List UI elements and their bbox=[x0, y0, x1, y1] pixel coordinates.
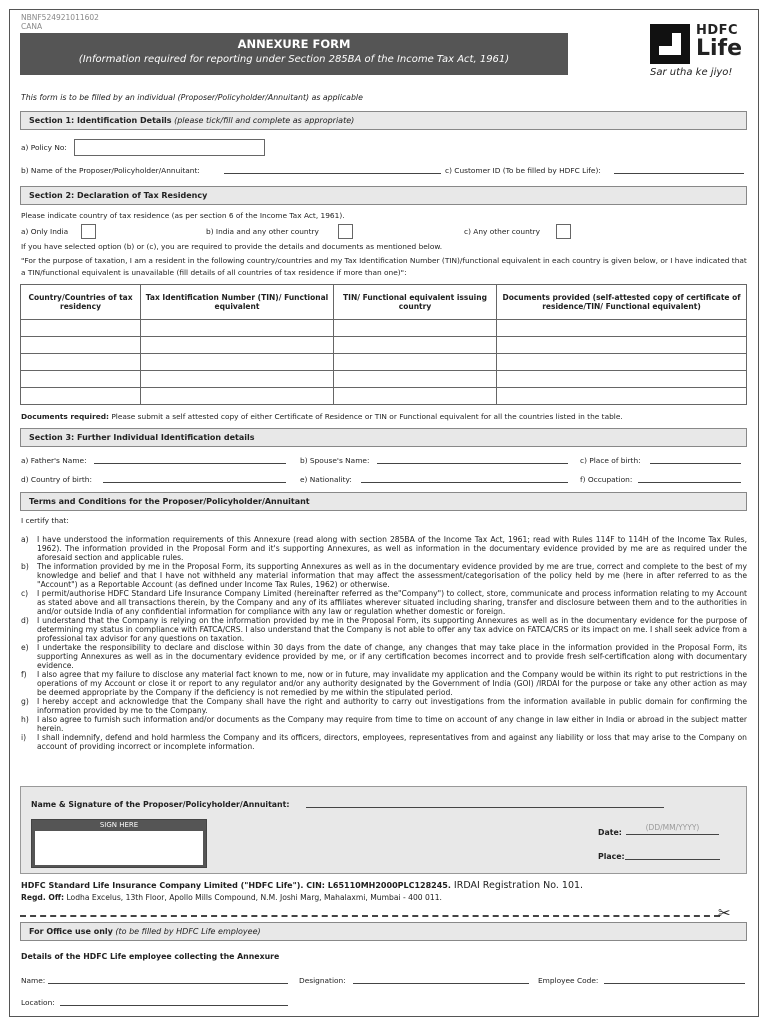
table-row bbox=[21, 371, 747, 388]
documents-required bbox=[21, 412, 623, 421]
nationality-label: e) Nationality: bbox=[300, 475, 352, 484]
page-subtitle: (Information required for reporting under Section 285BA of the Income Tax Act, 1961) bbox=[78, 54, 510, 65]
option-india-and-other-checkbox[interactable] bbox=[338, 224, 353, 239]
col-documents: Documents provided (self-attested copy of certificate of residence/TIN/ Functional equivalent) bbox=[497, 285, 747, 320]
table-row bbox=[21, 320, 747, 337]
table-cell[interactable] bbox=[497, 388, 747, 405]
list-item: d) I understand that the Company is relying on the information provided by me in the Proposal Form, its supporting Annexures as well as in the documentary evidence for the purpose of determining my status in compliance with FATCA/CRS. I also understand that the Company is not able to offer any tax advice on FATCA/CRS or its impact on me. I shall seek advice from a professional tax advisor for any questions on taxation. bbox=[21, 616, 747, 643]
spouse-name-label: b) Spouse's Name: bbox=[300, 456, 370, 465]
section1-note: (please tick/fill and complete as appropriate) bbox=[174, 116, 355, 125]
office-use-title: For Office use only bbox=[29, 927, 113, 936]
tax-residence-instruction: Please indicate country of tax residence (as per section 6 of the Income Tax Act, 1961). bbox=[21, 211, 345, 220]
place-of-birth-label: c) Place of birth: bbox=[580, 456, 641, 465]
table-cell[interactable] bbox=[21, 337, 141, 354]
table-cell[interactable] bbox=[141, 337, 334, 354]
signature-area[interactable] bbox=[35, 831, 203, 865]
table-cell[interactable] bbox=[21, 354, 141, 371]
terms-title: Terms and Conditions for the Proposer/Policyholder/Annuitant bbox=[29, 497, 310, 506]
table-cell[interactable] bbox=[141, 388, 334, 405]
logo-word: Life bbox=[696, 36, 743, 61]
proposer-name-field[interactable] bbox=[224, 165, 441, 174]
selection-note: If you have selected option (b) or (c), you are required to provide the details and documents as mentioned below. bbox=[21, 242, 443, 251]
table-cell[interactable] bbox=[334, 354, 497, 371]
option-only-india-checkbox[interactable] bbox=[81, 224, 96, 239]
scissors-icon: ✂ bbox=[718, 904, 731, 922]
irdai-registration: IRDAI Registration No. 101. bbox=[450, 880, 584, 891]
table-cell[interactable] bbox=[141, 354, 334, 371]
occupation-field[interactable] bbox=[638, 474, 741, 483]
table-row bbox=[21, 354, 747, 371]
place-of-birth-field[interactable] bbox=[650, 455, 741, 464]
list-item: g) I hereby accept and acknowledge that the Company shall have the right and authority to carry out investigations from the information available in public domain for confirming the information provided by me to the Company. bbox=[21, 697, 747, 715]
form-reference bbox=[21, 13, 99, 31]
intro-text: This form is to be filled by an individual (Proposer/Policyholder/Annuitant) as applicable bbox=[21, 93, 363, 102]
company-info bbox=[21, 880, 583, 891]
signature-label: Name & Signature of the Proposer/Policyholder/Annuitant: bbox=[31, 800, 290, 809]
customer-id-field[interactable] bbox=[614, 165, 744, 174]
table-cell[interactable] bbox=[497, 320, 747, 337]
option-only-india-label: a) Only India bbox=[21, 227, 69, 236]
father-name-field[interactable] bbox=[94, 455, 286, 464]
location-label: Location: bbox=[21, 998, 55, 1007]
employee-name-field[interactable] bbox=[48, 975, 288, 984]
section1-header bbox=[20, 111, 747, 130]
proposer-name-label: b) Name of the Proposer/Policyholder/Annuitant: bbox=[21, 166, 200, 175]
terms-list bbox=[21, 535, 747, 751]
table-cell[interactable] bbox=[141, 320, 334, 337]
option-other-country-checkbox[interactable] bbox=[556, 224, 571, 239]
list-item: i) I shall indemnify, defend and hold harmless the Company and its officers, directors, employees, representatives from and against any liability or loss that may arise to the Company on account of providing incorrect or incomplete information. bbox=[21, 733, 747, 751]
section2-title: Section 2: Declaration of Tax Residency bbox=[29, 191, 208, 200]
cut-line bbox=[20, 915, 720, 917]
place-field[interactable] bbox=[625, 851, 720, 860]
registered-office bbox=[21, 893, 442, 902]
col-country: Country/Countries of tax residency bbox=[21, 285, 141, 320]
list-item: f) I also agree that my failure to disclose any material fact known to me, now or in future, may invalidate my application and the Company would be within its right to put restrictions in the operations of my Account or close it or report to any regulator and/or any authority designated by the Government of India (GOI) /IRDAI for the purpose or take any other action as may be deemed appropriate by the Company if the deficiency is not remedied by me within the stipulated period. bbox=[21, 670, 747, 697]
company-name: HDFC Standard Life Insurance Company Limited ("HDFC Life"). CIN: L65110MH2000PLC128245. bbox=[21, 881, 451, 890]
section3-header bbox=[20, 428, 747, 447]
nationality-field[interactable] bbox=[361, 474, 568, 483]
sign-here-label: SIGN HERE bbox=[99, 821, 139, 829]
table-header-row bbox=[21, 285, 747, 320]
list-item: h) I also agree to furnish such information and/or documents as the Company may require from time to time on account of any change in law either in India or abroad in the subject matter herein. bbox=[21, 715, 747, 733]
list-item: b) The information provided by me in the Proposal Form, its supporting Annexures as well as in the documentary evidence provided by me are true, correct and complete to the best of my knowledge and belief and that I have not withheld any material information that may affect the assessment/categorisation of the policy held by me (here in after referred to as the "Account") as a Reportable Account (as defined under Income Tax Rules, 1962) or otherwise. bbox=[21, 562, 747, 589]
title-banner bbox=[20, 33, 568, 75]
signature-name-field[interactable] bbox=[306, 799, 664, 808]
employee-code-label: Employee Code: bbox=[538, 976, 599, 985]
certify-text: I certify that: bbox=[21, 516, 69, 525]
form-code: NBNF524921011602 bbox=[21, 13, 99, 22]
table-cell[interactable] bbox=[141, 371, 334, 388]
documents-required-text: Please submit a self attested copy of either Certificate of Residence or TIN or Functional equivalent for all the countries listed in the table. bbox=[111, 412, 623, 421]
table-cell[interactable] bbox=[21, 388, 141, 405]
col-issuing-country: TIN/ Functional equivalent issuing country bbox=[334, 285, 497, 320]
country-of-birth-field[interactable] bbox=[103, 474, 286, 483]
registered-office-label: Regd. Off: bbox=[21, 893, 65, 902]
page-title: ANNEXURE FORM bbox=[237, 37, 351, 51]
table-cell[interactable] bbox=[334, 388, 497, 405]
option-india-and-other-label: b) India and any other country bbox=[206, 227, 319, 236]
logo-brand: HDFC bbox=[696, 23, 739, 38]
table-cell[interactable] bbox=[497, 354, 747, 371]
employee-code-field[interactable] bbox=[604, 975, 745, 984]
table-cell[interactable] bbox=[334, 337, 497, 354]
date-label: Date: bbox=[598, 828, 622, 837]
table-row bbox=[21, 388, 747, 405]
office-use-header bbox=[20, 922, 747, 941]
documents-required-label: Documents required: bbox=[21, 412, 109, 421]
section2-header bbox=[20, 186, 747, 205]
taxation-declaration: "For the purpose of taxation, I am a resident in the following country/countries and my Tax Identification Number (TIN)/functional equivalent in each country is given below, or I have indicated that a TIN/functional equivalent is unavailable (fill details of all countries of tax residence if more than one)": bbox=[21, 256, 747, 277]
country-of-birth-label: d) Country of birth: bbox=[21, 475, 92, 484]
designation-field[interactable] bbox=[353, 975, 529, 984]
occupation-label: f) Occupation: bbox=[580, 475, 633, 484]
table-cell[interactable] bbox=[21, 371, 141, 388]
spouse-name-field[interactable] bbox=[377, 455, 568, 464]
col-tin: Tax Identification Number (TIN)/ Functional equivalent bbox=[141, 285, 334, 320]
office-use-note: (to be filled by HDFC Life employee) bbox=[115, 927, 261, 936]
form-subcode: CANA bbox=[21, 22, 43, 31]
terms-header bbox=[20, 492, 747, 511]
tax-residency-table bbox=[20, 284, 747, 405]
place-label: Place: bbox=[598, 852, 625, 861]
list-item: e) I undertake the responsibility to declare and disclose within 30 days from the date of change, any changes that may take place in the information provided in the Proposal Form, its supporting Annexures as well as in the documentary evidence provided by me, or if any certification becomes incorrect and to provide fresh self-certification along with documentary evidence. bbox=[21, 643, 747, 670]
employee-details-heading: Details of the HDFC Life employee collecting the Annexure bbox=[21, 952, 280, 961]
table-cell[interactable] bbox=[334, 320, 497, 337]
father-name-label: a) Father's Name: bbox=[21, 456, 87, 465]
employee-name-label: Name: bbox=[21, 976, 46, 985]
list-item: a) I have understood the information requirements of this Annexure (read along with section 285BA of the Income Tax Act, 1961; read with Rules 114F to 114H of the Income Tax Rules, 1962). The information provided in the Proposal Form and it's supporting Annexures, as well as information in the documentary evidence provided by me are as required under the aforesaid section and applicable rules. bbox=[21, 535, 747, 562]
table-row bbox=[21, 337, 747, 354]
policy-no-label: a) Policy No: bbox=[21, 143, 67, 152]
table-cell[interactable] bbox=[21, 320, 141, 337]
option-other-country-label: c) Any other country bbox=[464, 227, 541, 236]
policy-no-input[interactable] bbox=[74, 139, 265, 156]
table-cell[interactable] bbox=[497, 371, 747, 388]
section3-title: Section 3: Further Individual Identification details bbox=[29, 433, 255, 442]
designation-label: Designation: bbox=[299, 976, 346, 985]
date-field[interactable]: (DD/MM/YYYY) bbox=[626, 823, 719, 835]
section1-title: Section 1: Identification Details bbox=[29, 116, 172, 125]
sign-here-box[interactable] bbox=[31, 819, 207, 868]
location-field[interactable] bbox=[60, 997, 288, 1006]
table-cell[interactable] bbox=[497, 337, 747, 354]
hdfc-logo-icon bbox=[650, 24, 690, 64]
logo-tagline: Sar utha ke jiyo! bbox=[650, 67, 733, 78]
table-cell[interactable] bbox=[334, 371, 497, 388]
customer-id-label: c) Customer ID (To be filled by HDFC Life): bbox=[445, 166, 601, 175]
registered-office-address: Lodha Excelus, 13th Floor, Apollo Mills Compound, N.M. Joshi Marg, Mahalaxmi, Mumbai - 400 011. bbox=[64, 893, 442, 902]
list-item: c) I permit/authorise HDFC Standard Life Insurance Company Limited (hereinafter referred as the"Company") to collect, store, communicate and process information relating to my Account as stated above and all transactions therein, by the Company and any of its affiliates wherever situated including sharing, transfer and disclosure between them and to the authorities in and/or outside India of any confidential information for compliance with any law or regulation whether domestic or foreign. bbox=[21, 589, 747, 616]
